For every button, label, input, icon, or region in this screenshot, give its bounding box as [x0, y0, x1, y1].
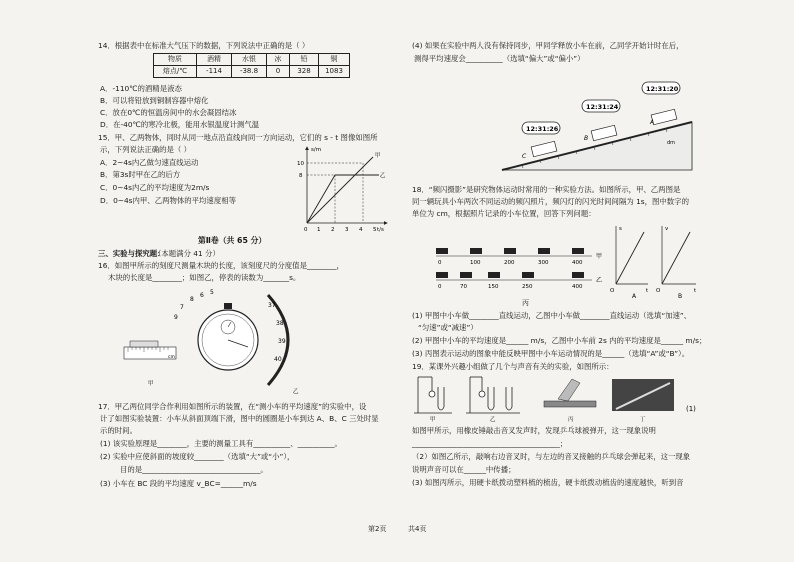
q18-stem-line3: 单位为 cm，根据照片记录的小车位置，回答下列问题： — [412, 209, 596, 218]
ruler-caption: 甲 — [148, 381, 154, 387]
series-yi-label: 乙 — [380, 173, 386, 179]
q17-sub4-line1: (4) 如果在实验中两人没有保持同步，甲同学释放小车在前，乙同学开始计时在后， — [412, 41, 684, 50]
q16-stem-line1: 16．如图甲所示的刻度尺测量木块的长度，该刻度尺的分度值是________， — [98, 261, 344, 270]
track-yi-tick: 250 — [522, 284, 533, 290]
q18-sub1: (1) 甲图中小车做________直线运动，乙图中小车做________直线运动（选填“加速”、 — [412, 311, 692, 320]
x-tick-label: 2 — [331, 227, 335, 233]
q17-sub4-line2: 测得平均速度会__________（选填“偏大”或“偏小”） — [414, 54, 585, 63]
graph-a-origin: O — [610, 288, 615, 294]
graph-b-xlabel: t — [694, 288, 697, 294]
q18-stem-line2: 同一辆玩具小车两次不同运动的频闪照片，频闪灯的闪光时间间隔为 1s，图中数字的 — [412, 197, 689, 206]
track-jia-label: 甲 — [596, 253, 603, 260]
right-column — [412, 0, 707, 562]
table-row — [154, 66, 350, 78]
x-tick-label: 0 — [304, 227, 308, 233]
y-tick-label: 10 — [297, 161, 304, 167]
q14-option-a: A．-110℃的酒精是液态 — [100, 84, 182, 93]
y-tick-label: 8 — [299, 173, 303, 179]
table-cell: 冰 — [267, 54, 290, 66]
track-jia-tick: 0 — [438, 260, 442, 266]
scale-mark: 8 — [190, 296, 194, 303]
x-tick-label: 4 — [359, 227, 363, 233]
melting-point-table — [153, 53, 350, 78]
track-yi-tick: 70 — [460, 284, 467, 290]
scale-mark: 37 — [268, 302, 276, 309]
x-tick-label: 3 — [345, 227, 349, 233]
track-yi-tick: 150 — [488, 284, 499, 290]
stopwatch-crown — [224, 303, 232, 309]
q15-option-a: A．2~4s内乙做匀速直线运动 — [100, 158, 199, 167]
q15-stem-line1: 15．甲、乙两物体，同时从同一地点沿直线向同一方向运动，它们的 s - t 图像如图所 — [98, 133, 378, 142]
track-jia-tick: 300 — [538, 260, 549, 266]
table-header-row — [154, 54, 350, 66]
graph-a-line — [616, 232, 644, 284]
table-cell: 328 — [290, 66, 319, 78]
left-column — [98, 0, 403, 562]
q17-stem-line1: 17．甲乙两位同学合作利用如图所示的装置，在“测小车的平均速度”的实验中，设 — [98, 402, 367, 411]
q17-sub1: (1) 该实验原理是________，主要的测量工具有__________、__________。 — [100, 439, 342, 448]
x-tick-label: 1 — [317, 227, 321, 233]
q19-sub1b: ________________________________________； — [412, 439, 568, 448]
q17-stem-line2: 计了如图实验装置：小车从斜面顶端下滑，图中的圆圈是小车到达 A、B、C 三处时显 — [100, 414, 379, 423]
q17-sub3: (3) 小车在 BC 段的平均速度 v_BC=______m/s — [100, 479, 257, 488]
fig18-bing-caption: 丙 — [522, 299, 529, 307]
scale-mark: 40 — [274, 356, 282, 363]
fig19-label-yi: 乙 — [490, 417, 496, 423]
wood-block — [130, 341, 158, 347]
fig19-sub-number: (1) — [686, 405, 696, 413]
track-yi — [436, 272, 592, 280]
table-cell: 水银 — [232, 54, 267, 66]
graph-a-xlabel: t — [646, 288, 649, 294]
point-b-label: B — [584, 135, 589, 142]
ruler-unit-label: cm — [168, 355, 175, 360]
q18-stem-line1: 18．“频闪摄影”是研究物体运动时常用的一种实验方法。如图所示，甲、乙两图是 — [412, 185, 681, 194]
q19-sub2: （2）如图乙所示，敲响右边音叉时，与左边的音叉接触的乒乓球会弹起来，这一现象 — [412, 452, 691, 461]
q14-option-c: C．放在0℃的恒温房间中的水会凝固结冰 — [100, 108, 237, 117]
track-jia-tick: 100 — [470, 260, 481, 266]
fig19-label-jia: 甲 — [430, 417, 436, 423]
cart-at-c — [531, 141, 557, 157]
graph-a-ylabel: s — [619, 226, 622, 232]
point-c-label: C — [522, 153, 527, 160]
fig19-ding — [612, 379, 674, 411]
table-cell: 铜 — [319, 54, 350, 66]
graph-b-line — [662, 232, 690, 284]
clock-a-time: 12:31:20 — [646, 85, 679, 93]
q19-figure — [412, 373, 704, 423]
q14-option-d: D．在-40℃的寒冷北极，能用水银温度计测气温 — [100, 120, 260, 129]
table-cell: 1083 — [319, 66, 350, 78]
scale-mark: 6 — [200, 292, 204, 299]
q15-stem-line2: 示，下列说法正确的是（ ） — [100, 145, 192, 154]
track-yi-label: 乙 — [596, 277, 603, 284]
q16-figure — [118, 285, 338, 397]
section-3-title: 三、实验与探究题： — [98, 249, 165, 258]
scale-mark: 9 — [174, 314, 178, 321]
q18-sub2: (2) 甲图中小车的平均速度是______ m/s，乙图中小车前 2s 内的平均速度是______ m/s； — [412, 336, 707, 345]
clock-c-time: 12:31:26 — [526, 125, 559, 133]
footer-page-number: 第2页 — [368, 525, 387, 533]
graph-a-label: A — [632, 293, 637, 300]
cart-at-a — [651, 109, 677, 125]
q19-stem: 19．某课外兴趣小组做了几个与声音有关的实验，如图所示： — [412, 362, 614, 371]
track-jia — [436, 248, 592, 256]
graph-b-ylabel: v — [665, 226, 669, 232]
track-jia-tick: 200 — [504, 260, 515, 266]
stopwatch-caption: 乙 — [293, 389, 299, 395]
fig19-yi — [466, 377, 520, 413]
q18-figure — [432, 222, 702, 300]
x-tick-label: 5 — [373, 227, 377, 233]
q19-sub2b: 说明声音可以在______中传播； — [412, 465, 516, 474]
cart-at-b — [591, 125, 617, 141]
table-cell: 酒精 — [197, 54, 232, 66]
scale-mark: 7 — [180, 304, 184, 311]
point-a-label: A — [650, 119, 655, 126]
q15-option-b: B．第3s时甲在乙的后方 — [100, 170, 181, 179]
q17-stem-line3: 示的时间。 — [100, 426, 137, 435]
table-cell: 熔点/℃ — [154, 66, 197, 78]
q19-sub3: (3) 如图丙所示，用硬卡纸拨动塑料梳的梳齿，硬卡纸拨动梳齿的速度越快，听到音 — [412, 478, 684, 487]
fig19-label-ding: 丁 — [640, 417, 646, 423]
q18-sub1b: “匀速”或“减速”） — [418, 323, 478, 332]
q18-sub3: (3) 丙图表示运动的图象中能反映甲图中小车运动情况的是______（选填“A”或“B”）。 — [412, 349, 690, 358]
section-3-note: （本题满分 41 分） — [154, 249, 220, 258]
q17-incline-figure — [492, 72, 702, 177]
graph-b-origin: O — [656, 288, 661, 294]
q15-option-c: C．0~4s内乙的平均速度为2m/s — [100, 183, 210, 192]
track-yi-tick: 0 — [438, 284, 442, 290]
incline-unit: dm — [667, 140, 676, 146]
series-yi-line — [307, 175, 379, 223]
footer-total-pages: 共4页 — [408, 525, 427, 533]
table-cell: -114 — [197, 66, 232, 78]
scale-mark: 5 — [210, 289, 214, 296]
q17-sub2: (2) 实验中应使斜面的坡度较________（选填“大”或“小”）， — [100, 452, 295, 461]
graph-b-label: B — [678, 293, 683, 300]
q14-stem: 14．根据表中在标准大气压下的数据，下列说法中正确的是（ ） — [98, 41, 310, 50]
fig19-label-bing: 丙 — [568, 417, 574, 423]
series-jia-label: 甲 — [375, 153, 381, 159]
track-jia-tick: 400 — [572, 260, 583, 266]
scale-mark: 38 — [276, 320, 284, 327]
y-axis-label: s/m — [311, 147, 322, 153]
q14-option-b: B．可以将铅放到铜制容器中熔化 — [100, 96, 209, 105]
q17-sub2b: 目的是________________________________。 — [120, 465, 268, 474]
table-cell: -38.8 — [232, 66, 267, 78]
q19-sub1: 如图甲所示，用橡皮锤敲击音叉发声时，发现乒乓球被弹开，这一现象说明 — [412, 426, 656, 435]
scale-mark: 39 — [278, 338, 286, 345]
table-cell: 铅 — [290, 54, 319, 66]
fig19-bing — [544, 379, 596, 407]
section-2-title: 第Ⅱ卷（共 65 分） — [198, 236, 267, 245]
fig19-jia — [414, 377, 452, 413]
track-yi-tick: 400 — [572, 284, 583, 290]
q15-option-d: D．0~4s内甲、乙两物体的平均速度相等 — [100, 196, 236, 205]
q16-stem-line2: 木块的长度是________；如图乙，停表的读数为_______s。 — [108, 273, 301, 282]
table-cell: 0 — [267, 66, 290, 78]
table-cell: 物质 — [154, 54, 197, 66]
clock-b-time: 12:31:24 — [586, 103, 619, 111]
x-axis-label: t/s — [377, 227, 384, 233]
q15-st-graph — [293, 143, 393, 233]
